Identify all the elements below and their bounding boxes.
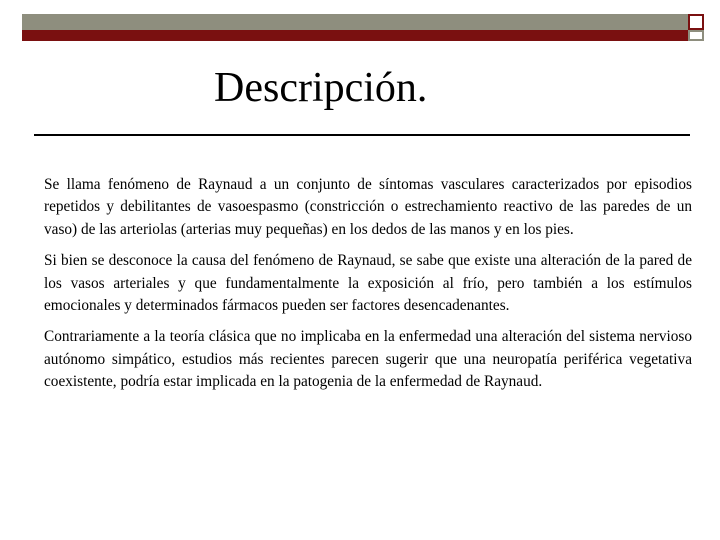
paragraph-definition: Se llama fenómeno de Raynaud a un conjunto de síntomas vasculares caracterizados por episodios repetidos y debilitantes de vasoespasmo (constricción o estrechamiento reactivo de las paredes de un vaso) de las arteriolas (arterias muy pequeñas) en los dedos de las manos y en los pies.: [44, 176, 692, 238]
corner-square-top: [688, 14, 704, 30]
corner-square-bottom: [688, 30, 704, 41]
header-bar-gray: [22, 14, 688, 30]
slide-title: Descripción.: [214, 65, 428, 111]
slide-body: [44, 174, 692, 403]
header-bar-red: [22, 30, 688, 41]
paragraph-causes: Si bien se desconoce la causa del fenómeno de Raynaud, se sabe que existe una alteración de la pared de los vasos arteriales y que fundamentalmente la exposición al frío, pero también a los estímulos emocionales y determinados fármacos pueden ser factores desencadenantes.: [44, 252, 692, 315]
title-divider: [34, 134, 690, 136]
paragraph-pathogenesis: Contrariamente a la teoría clásica que no implicaba en la enfermedad una alteración del sistema nervioso autónomo simpático, estudios más recientes parecen sugerir que una neuropatía periférica vegetativa coexistente, podría estar implicada en la patogenia de la enfermedad de Raynaud.: [44, 328, 692, 391]
